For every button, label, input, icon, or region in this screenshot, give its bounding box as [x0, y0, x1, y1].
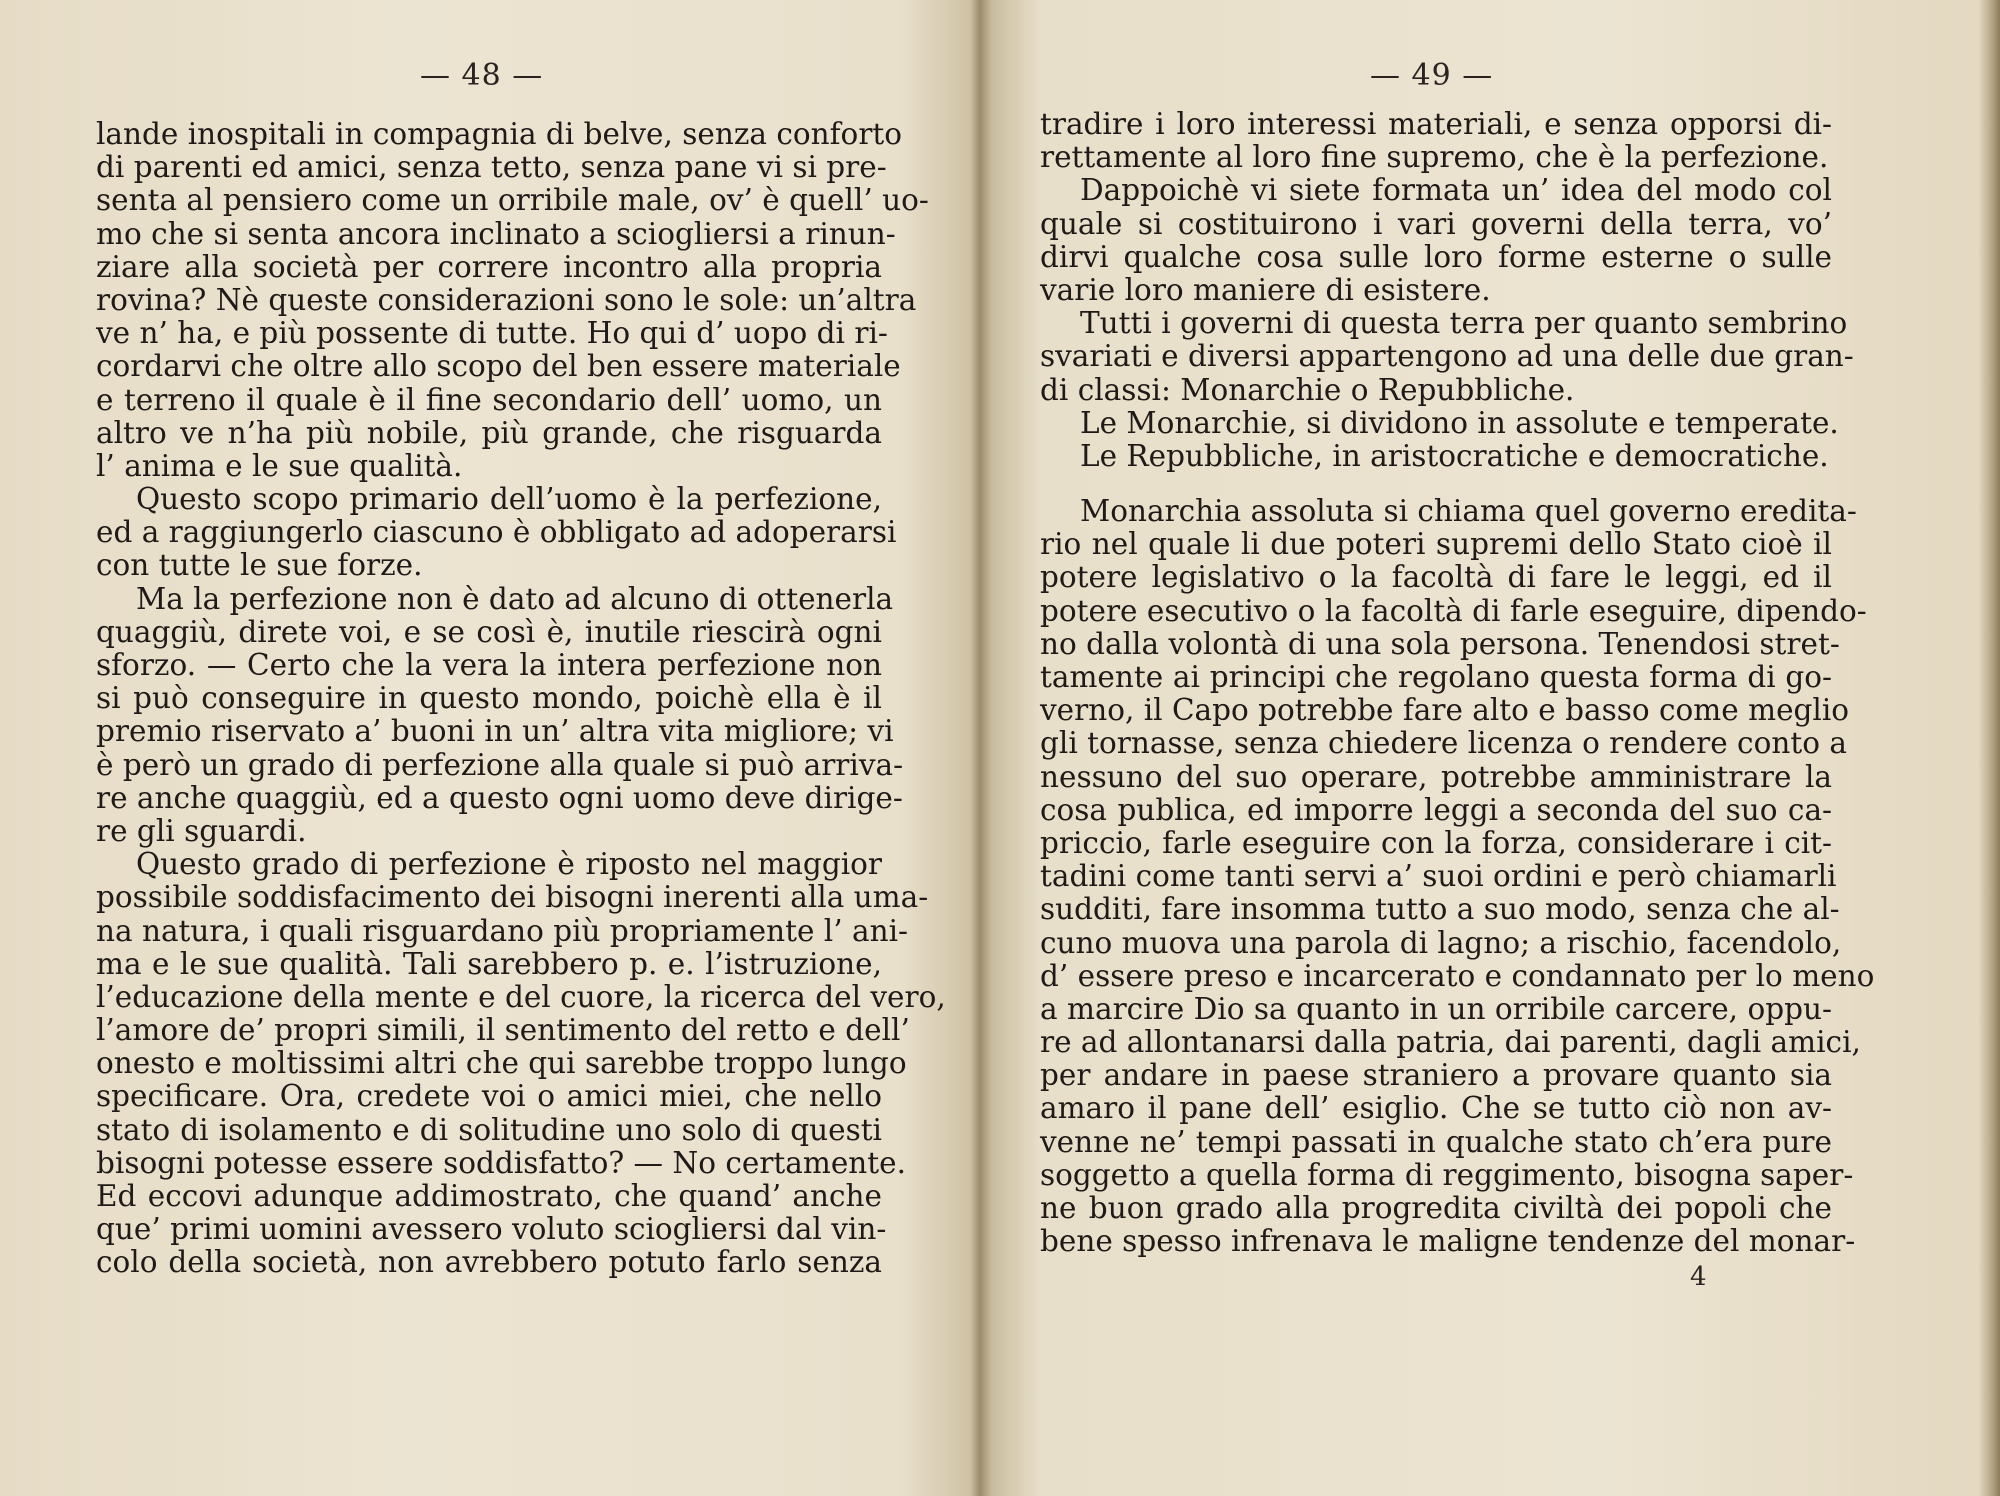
text-line: priccio, farle eseguire con la forza, considerare i cit- [1040, 825, 1832, 860]
text-line: ve n’ ha, e più possente di tutte. Ho qui d’ uopo di ri- [96, 316, 888, 351]
text-line: re anche quaggiù, ed a questo ogni uomo deve dirige- [96, 780, 903, 815]
text-line: Le Monarchie, si dividono in assolute e temperate. [1080, 405, 1839, 440]
text-line: venne ne’ tempi passati in qualche stato ch’era pure [1040, 1124, 1832, 1159]
text-line: ed a raggiungerlo ciascuno è obbligato ad adoperarsi [96, 515, 897, 550]
text-line: è però un grado di perfezione alla quale si può arriva- [96, 747, 904, 782]
page-number-right: — 49 — [1370, 58, 1494, 93]
text-line: l’ anima e le sue qualità. [96, 448, 463, 483]
text-line: tadini come tanti servi a’ suoi ordini e però chiamarli [1040, 859, 1837, 894]
text-line: Monarchia assoluta si chiama quel governo eredita- [1080, 494, 1857, 529]
text-line: possibile soddisfacimento dei bisogni inerenti alla uma- [96, 880, 929, 915]
text-line: onesto e moltissimi altri che qui sarebbe troppo lungo [96, 1046, 907, 1081]
text-line: senta al pensiero come un orribile male, ov’ è quell’ uo- [96, 183, 929, 218]
text-line: sudditi, fare insomma tutto a suo modo, senza che al- [1040, 892, 1840, 927]
text-line: rovina? Nè queste considerazioni sono le sole: un’altra [96, 282, 917, 317]
text-line: Le Repubbliche, in aristocratiche e democratiche. [1080, 438, 1829, 473]
text-line: per andare in paese straniero a provare quanto sia [1040, 1058, 1832, 1093]
right-page-text [1040, 107, 1875, 1259]
text-line: ne buon grado alla progredita civiltà dei popoli che [1040, 1191, 1832, 1225]
text-line: stato di isolamento e di solitudine uno solo di questi [96, 1112, 882, 1147]
text-line: verno, il Capo potrebbe fare alto e basso come meglio [1040, 693, 1850, 728]
text-line: altro ve n’ha più nobile, più grande, che risguarda [96, 415, 882, 450]
text-line: bene spesso infrenava le maligne tendenze del monar- [1040, 1224, 1856, 1259]
text-line: l’educazione della mente e del cuore, la ricerca del vero, [96, 979, 946, 1014]
paragraph-gap [1040, 473, 1832, 495]
text-line: d’ essere preso e incarcerato e condannato per lo meno [1040, 958, 1875, 993]
text-line: re ad allontanarsi dalla patria, dai parenti, dagli amici, [1040, 1025, 1861, 1060]
text-line: a marcire Dio sa quanto in un orribile carcere, oppu- [1040, 991, 1832, 1026]
text-line: colo della società, non avrebbero potuto farlo senza [96, 1245, 882, 1280]
text-line: na natura, i quali risguardano più propriamente l’ ani- [96, 913, 908, 948]
text-line: no dalla volontà di una sola persona. Tenendosi stret- [1040, 626, 1840, 661]
text-line: cosa publica, ed imporre leggi a seconda del suo ca- [1040, 792, 1832, 827]
text-line: gli tornasse, senza chiedere licenza o rendere conto a [1040, 726, 1847, 761]
text-line: amaro il pane dell’ esiglio. Che se tutto ciò non av- [1040, 1091, 1832, 1126]
text-line: di parenti ed amici, senza tetto, senza pane vi si pre- [96, 150, 887, 185]
text-line: cordarvi che oltre allo scopo del ben essere materiale [96, 349, 901, 384]
text-line: bisogni potesse essere soddisfatto? — No certamente. [96, 1145, 906, 1180]
signature-mark: 4 [1690, 1262, 1707, 1292]
text-line: dirvi qualche cosa sulle loro forme esterne o sulle [1040, 239, 1832, 274]
text-line: cuno muova una parola di lagno; a rischio, facendolo, [1040, 925, 1842, 960]
text-line: rio nel quale li due poteri supremi dello Stato cioè il [1040, 527, 1832, 562]
text-line: Questo grado di perfezione è riposto nel maggior [136, 847, 882, 882]
text-line: ziare alla società per correre incontro alla propria [96, 249, 882, 284]
text-line: con tutte le sue forze. [96, 548, 423, 583]
text-line: rettamente al loro fine supremo, che è la perfezione. [1040, 140, 1829, 175]
text-line: ma e le sue qualità. Tali sarebbero p. e. l’istruzione, [96, 946, 882, 981]
text-line: mo che si senta ancora inclinato a sciogliersi a rinun- [96, 216, 896, 251]
text-line: quale si costituirono i vari governi della terra, vo’ [1040, 206, 1832, 241]
right-page [990, 0, 2000, 1496]
text-line: varie loro maniere di esistere. [1040, 272, 1491, 307]
text-line: si può conseguire in questo mondo, poichè ella è il [96, 681, 882, 716]
text-line: premio riservato a’ buoni in un’ altra vita migliore; vi [96, 714, 894, 749]
left-page [0, 0, 955, 1496]
text-line: Ma la perfezione non è dato ad alcuno di ottenerla [136, 581, 894, 616]
text-line: tradire i loro interessi materiali, e senza opporsi di- [1040, 107, 1832, 141]
text-line: nessuno del suo operare, potrebbe amministrare la [1040, 759, 1832, 794]
text-line: sforzo. — Certo che la vera la intera perfezione non [96, 648, 882, 682]
text-line: potere esecutivo o la facoltà di farle eseguire, dipendo- [1040, 593, 1867, 628]
text-line: Questo scopo primario dell’uomo è la perfezione, [136, 482, 882, 517]
text-line: e terreno il quale è il fine secondario dell’ uomo, un [96, 382, 882, 417]
text-line: lande inospitali in compagnia di belve, senza conforto [96, 117, 903, 151]
text-line: quaggiù, direte voi, e se così è, inutile riescirà ogni [96, 614, 882, 649]
left-page-text [96, 117, 946, 1280]
text-line: l’amore de’ propri simili, il sentimento del retto e dell’ [96, 1013, 910, 1048]
text-line: Dappoichè vi siete formata un’ idea del modo col [1080, 173, 1832, 208]
page-number-left: — 48 — [420, 58, 544, 93]
page-edge [1978, 0, 2000, 1496]
text-line: svariati e diversi appartengono ad una delle due gran- [1040, 339, 1854, 374]
text-line: que’ primi uomini avessero voluto sciogliersi dal vin- [96, 1212, 887, 1247]
text-line: Tutti i governi di questa terra per quanto sembrino [1080, 306, 1848, 341]
text-line: specificare. Ora, credete voi o amici miei, che nello [96, 1079, 882, 1114]
text-line: re gli sguardi. [96, 813, 307, 848]
text-line: Ed eccovi adunque addimostrato, che quand’ anche [96, 1179, 882, 1213]
text-line: soggetto a quella forma di reggimento, bisogna saper- [1040, 1157, 1854, 1192]
text-line: potere legislativo o la facoltà di fare le leggi, ed il [1040, 560, 1832, 595]
text-line: tamente ai principi che regolano questa forma di go- [1040, 660, 1832, 694]
text-line: di classi: Monarchie o Repubbliche. [1040, 372, 1575, 407]
